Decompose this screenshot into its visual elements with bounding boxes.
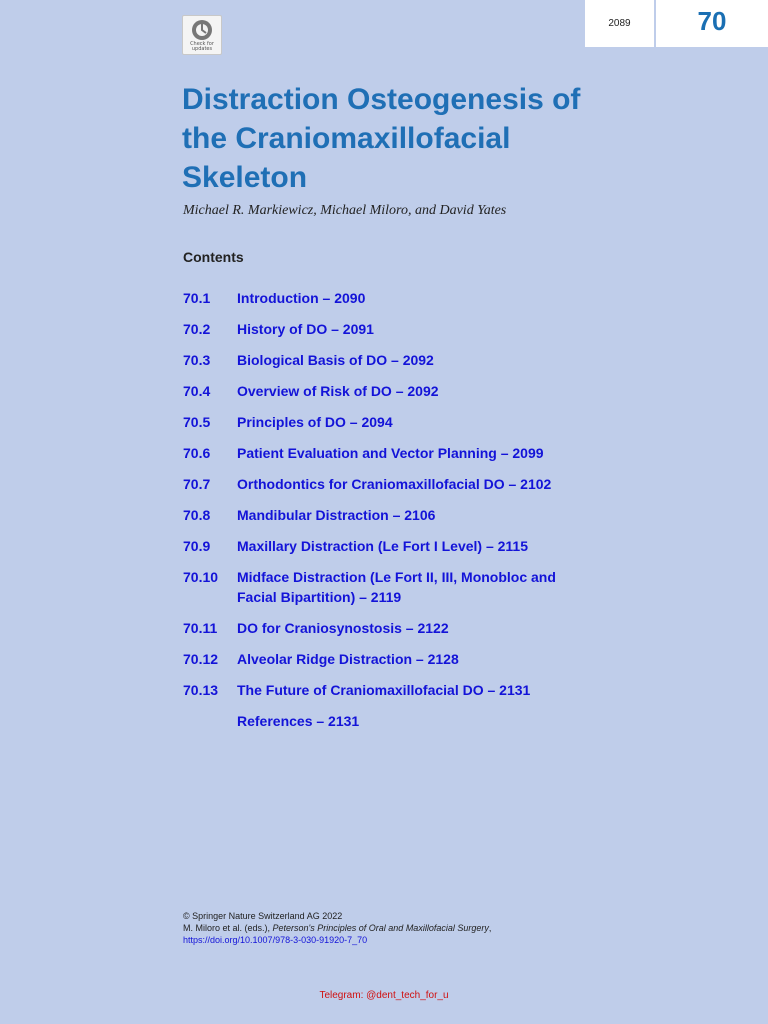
toc-number: 70.11 [183,620,218,636]
citation-line [183,922,491,934]
chapter-number: 70 [697,6,727,36]
citation-suffix: , [488,923,492,933]
toc-number: 70.1 [183,290,211,306]
contents-heading: Contents [183,249,244,265]
chapter-title: Distraction Osteogenesis of the Craniomaxillofacial Skeleton [182,83,581,194]
toc-link[interactable]: DO for Craniosynostosis – 2122 [237,620,449,636]
toc-item[interactable] [183,505,603,525]
toc-item[interactable] [183,474,603,494]
toc-number: 70.13 [183,682,219,698]
check-updates-icon [191,19,213,41]
page-header-box [585,0,768,47]
table-of-contents [183,288,603,742]
toc-link[interactable]: Alveolar Ridge Distraction – 2128 [237,651,459,667]
doi-link[interactable]: https://doi.org/10.1007/978-3-030-91920-7_70 [183,935,368,945]
toc-item[interactable] [183,536,603,556]
page-number: 2089 [585,0,656,47]
toc-link[interactable]: History of DO – 2091 [237,321,374,337]
book-title: Peterson's Principles of Oral and Maxillofacial Surgery [272,923,489,933]
toc-link[interactable]: The Future of Craniomaxillofacial DO – 2131 [237,682,531,698]
toc-number: 70.12 [183,651,219,667]
authors: Michael R. Markiewicz, Michael Miloro, and David Yates [183,203,507,218]
toc-item[interactable] [183,680,603,700]
toc-link[interactable]: Patient Evaluation and Vector Planning – 2099 [237,445,544,461]
badge-label: Check for updates [190,41,214,52]
toc-item[interactable] [183,443,603,463]
toc-number: 70.5 [183,414,211,430]
toc-link[interactable]: Principles of DO – 2094 [237,414,393,430]
references-link[interactable]: References – 2131 [237,713,360,729]
toc-link[interactable]: Orthodontics for Craniomaxillofacial DO – 2102 [237,476,552,492]
toc-item[interactable] [183,618,603,638]
copyright-line: © Springer Nature Switzerland AG 2022 [183,911,343,921]
check-for-updates-badge[interactable] [182,15,222,55]
toc-item[interactable] [183,649,603,669]
copyright-footer [183,910,491,946]
toc-link[interactable]: Mandibular Distraction – 2106 [237,507,436,523]
toc-link[interactable]: Midface Distraction (Le Fort II, III, Monobloc and Facial Bipartition) – 2119 [237,569,556,605]
toc-item[interactable] [183,381,603,401]
toc-item[interactable] [183,288,603,308]
toc-number: 70.7 [183,476,211,492]
toc-item[interactable] [183,319,603,339]
toc-link[interactable]: Maxillary Distraction (Le Fort I Level) – 2115 [237,538,528,554]
citation-prefix: M. Miloro et al. (eds.), [183,923,273,933]
toc-link[interactable]: Overview of Risk of DO – 2092 [237,383,439,399]
toc-number: 70.8 [183,507,211,523]
toc-number: 70.6 [183,445,211,461]
toc-link[interactable]: Biological Basis of DO – 2092 [237,352,434,368]
telegram-watermark: Telegram: @dent_tech_for_u [319,990,449,1001]
toc-number: 70.2 [183,321,211,337]
toc-item[interactable] [183,567,603,607]
toc-link[interactable]: Introduction – 2090 [237,290,366,306]
toc-item[interactable] [183,350,603,370]
toc-number: 70.10 [183,569,219,585]
toc-number: 70.9 [183,538,211,554]
toc-number: 70.4 [183,383,211,399]
toc-item[interactable] [183,412,603,432]
toc-number: 70.3 [183,352,211,368]
